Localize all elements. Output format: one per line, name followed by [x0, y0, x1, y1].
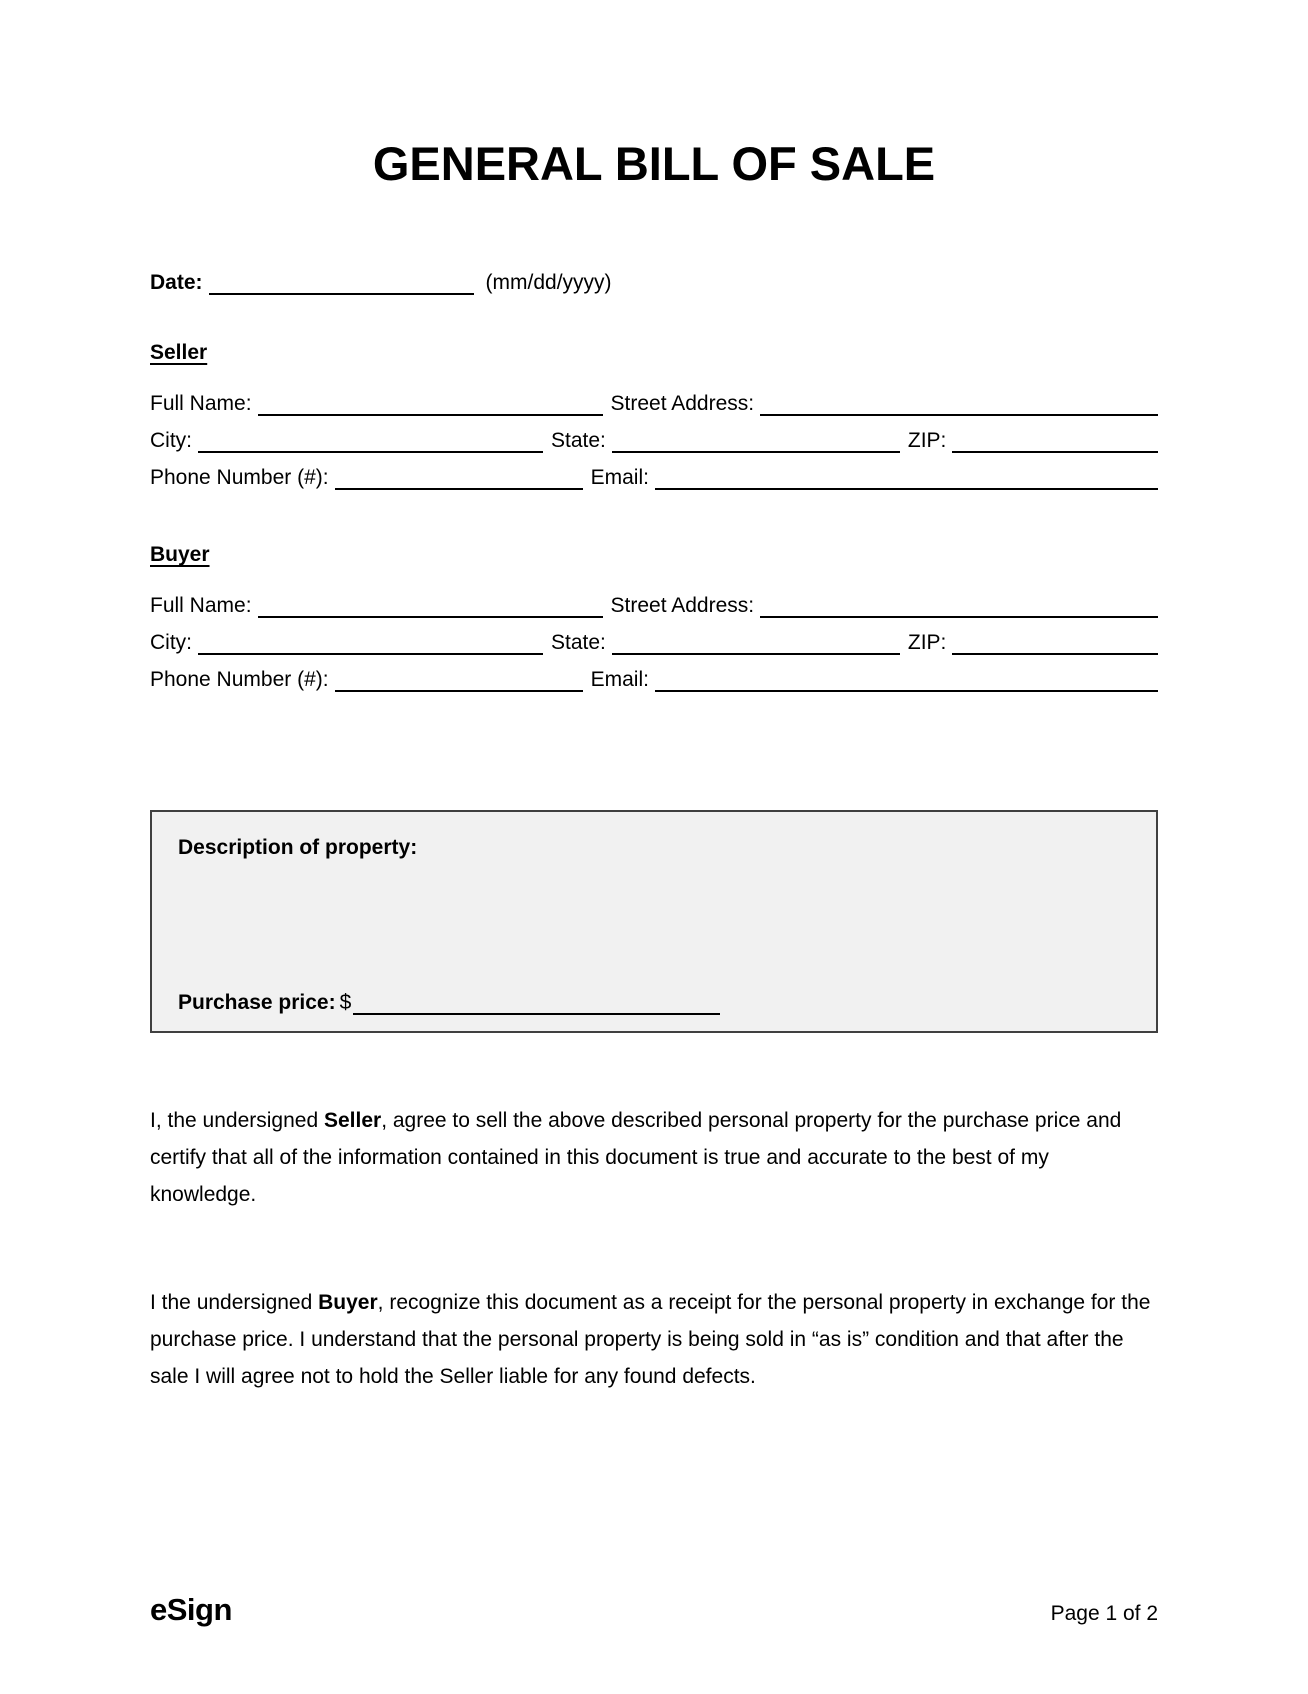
buyer-zip-input[interactable] [952, 651, 1158, 655]
buyer-name-address-row [150, 581, 1158, 618]
seller-zip-input[interactable] [952, 449, 1158, 453]
buyer-full-name-label: Full Name: [150, 594, 252, 617]
date-label: Date: [150, 271, 203, 294]
seller-heading: Seller [150, 341, 208, 364]
seller-agreement-bold-term: Seller [323, 1109, 382, 1132]
buyer-street-address-input[interactable] [760, 614, 1158, 618]
seller-name-address-row [150, 379, 1158, 416]
buyer-state-label: State: [551, 631, 606, 654]
buyer-phone-email-row [150, 655, 1158, 692]
buyer-full-name-input[interactable] [258, 614, 603, 618]
esign-logo: eSign [150, 1592, 232, 1627]
buyer-street-address-label: Street Address: [610, 594, 755, 617]
seller-city-input[interactable] [198, 449, 543, 453]
buyer-city-state-zip-row [150, 618, 1158, 655]
buyer-city-input[interactable] [198, 651, 543, 655]
seller-email-label: Email: [590, 466, 649, 489]
buyer-agreement-suffix: , recognize this document as a receipt for the personal property in exchange for the purchase price. I understand that the personal property is being sold in “as is” condition and that after the sale I will agree not to hold the Seller liable for any found defects. [150, 1291, 1151, 1388]
buyer-agreement-bold-term: Buyer [318, 1291, 378, 1314]
property-description-box [150, 810, 1158, 1033]
seller-city-label: City: [150, 429, 192, 452]
seller-street-address-input[interactable] [760, 412, 1158, 416]
seller-street-address-label: Street Address: [610, 392, 755, 415]
buyer-agreement-paragraph [150, 1284, 1158, 1395]
page-title: GENERAL BILL OF SALE [372, 137, 936, 190]
page-indicator: Page 1 of 2 [1050, 1602, 1158, 1625]
buyer-phone-input[interactable] [335, 688, 583, 692]
seller-city-state-zip-row [150, 416, 1158, 453]
seller-state-input[interactable] [612, 449, 900, 453]
buyer-section [150, 543, 1158, 692]
description-of-property-label: Description of property: [178, 836, 418, 859]
buyer-email-label: Email: [590, 668, 649, 691]
seller-full-name-label: Full Name: [150, 392, 252, 415]
seller-zip-label: ZIP: [907, 429, 947, 452]
buyer-agreement-prefix: I the undersigned [150, 1291, 319, 1314]
buyer-email-input[interactable] [655, 688, 1158, 692]
seller-phone-input[interactable] [335, 486, 583, 490]
seller-full-name-input[interactable] [258, 412, 603, 416]
seller-email-input[interactable] [655, 486, 1158, 490]
date-row [150, 271, 1158, 295]
date-format-hint: (mm/dd/yyyy) [485, 271, 612, 294]
seller-section [150, 341, 1158, 490]
purchase-price-label: Purchase price: [178, 991, 336, 1014]
seller-phone-label: Phone Number (#): [150, 466, 329, 489]
buyer-city-label: City: [150, 631, 192, 654]
purchase-price-input[interactable] [353, 1011, 720, 1015]
currency-symbol: $ [339, 991, 352, 1014]
seller-agreement-suffix: , agree to sell the above described personal property for the purchase price and certify that all of the information contained in this document is true and accurate to the best of my knowledge. [150, 1109, 1122, 1206]
buyer-phone-label: Phone Number (#): [150, 668, 329, 691]
seller-state-label: State: [551, 429, 606, 452]
seller-phone-email-row [150, 453, 1158, 490]
purchase-price-row [178, 991, 1130, 1015]
buyer-zip-label: ZIP: [907, 631, 947, 654]
buyer-heading: Buyer [150, 543, 210, 566]
seller-agreement-prefix: I, the undersigned [150, 1109, 324, 1132]
page-footer [150, 1592, 1158, 1628]
description-of-property-input[interactable] [178, 872, 1130, 971]
buyer-state-input[interactable] [612, 651, 900, 655]
seller-agreement-paragraph [150, 1102, 1158, 1213]
date-input[interactable] [209, 291, 474, 295]
